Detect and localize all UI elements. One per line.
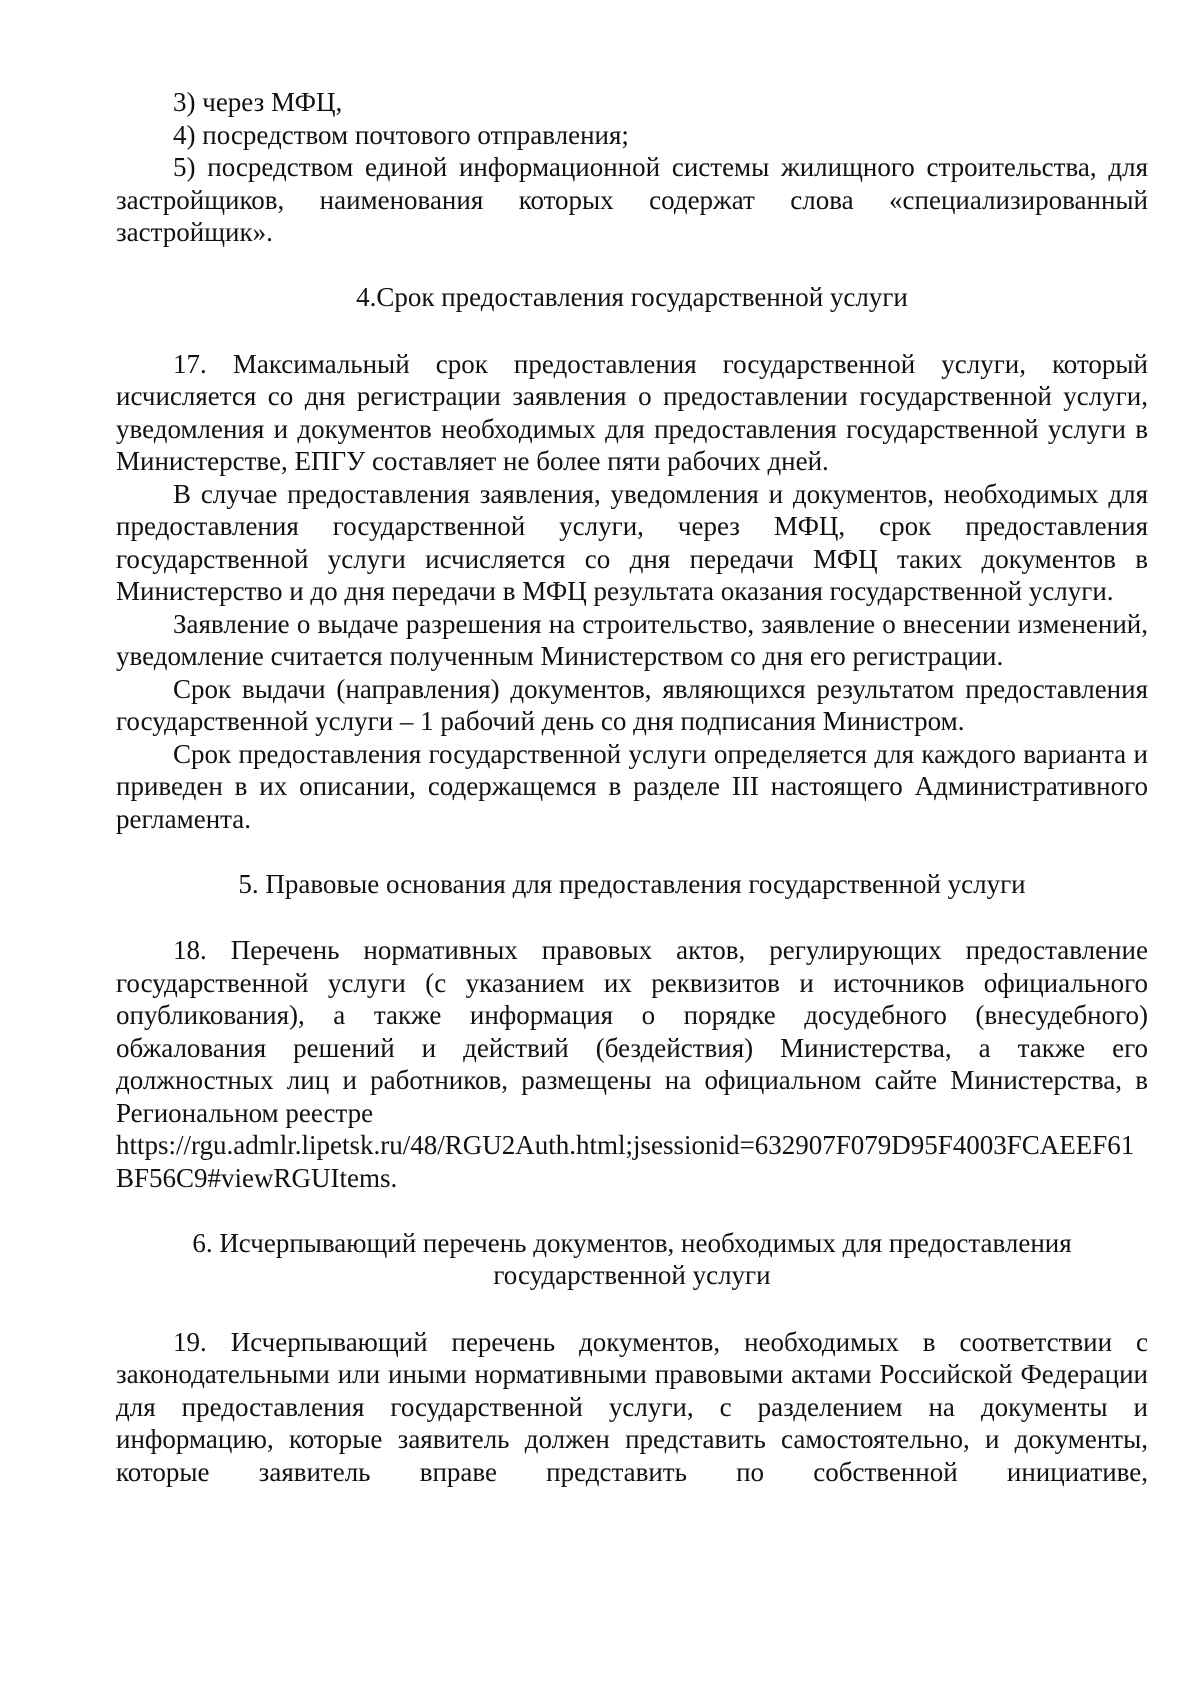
paragraph-application-received: Заявление о выдаче разрешения на строительство, заявление о внесении изменений, уведомление считается полученным Министерством со дня его регистрации. <box>116 608 1148 671</box>
section-4-heading: 4.Срок предоставления государственной услуги <box>356 282 908 312</box>
section-5-heading: 5. Правовые основания для предоставления государственной услуги <box>238 868 1026 899</box>
paragraph-mfc-term: В случае предоставления заявления, уведомления и документов, необходимых для предоставления государственной услуги, через МФЦ, срок предоставления государственной услуги исчисляется со дня передачи МФЦ таких документов в Министерство и до дня передачи в МФЦ результата оказания государственной услуги. <box>116 478 1148 606</box>
paragraph-issue-term: Срок выдачи (направления) документов, являющихся результатом предоставления государственной услуги – 1 рабочий день со дня подписания Министром. <box>116 673 1148 736</box>
paragraph-variant-term: Срок предоставления государственной услуги определяется для каждого варианта и приведен в их описании, содержащемся в разделе III настоящего Административного регламента. <box>116 738 1148 834</box>
paragraph-17: 17. Максимальный срок предоставления государственной услуги, который исчисляется со дня регистрации заявления о предоставлении государственной услуги, уведомления и документов необходимых для предоставления государственной услуги в Министерстве, ЕПГУ составляет не более пяти рабочих дней. <box>116 348 1148 476</box>
section-6-heading <box>116 1227 1148 1292</box>
list-item-mfc: 3) через МФЦ, <box>173 87 343 117</box>
section-6-heading-line1: 6. Исчерпывающий перечень документов, необходимых для предоставления <box>192 1227 1072 1258</box>
document-body <box>116 86 1148 1488</box>
list-item-post: 4) посредством почтового отправления; <box>173 119 629 150</box>
list-item-eisgs: 5) посредством единой информационной системы жилищного строительства, для застройщиков, наименования которых содержат слова «специализированный застройщик». <box>116 152 1148 247</box>
paragraph-18: 18. Перечень нормативных правовых актов, регулирующих предоставление государственной услуги (с указанием их реквизитов и источников официального опубликования), а также информация о порядке досудебного (внесудебного) обжалования решений и действий (бездействия) Министерства, а также его должностных лиц и работников, размещены на официальном сайте Министерства, в Региональном реестре <box>116 935 1148 1128</box>
paragraph-19: 19. Исчерпывающий перечень документов, необходимых в соответствии с законодательными или иными нормативными правовыми актами Российской Федерации для предоставления государственной услуги, с разделением на документы и информацию, которые заявитель должен представить самостоятельно, и документы, которые заявитель вправе представить по собственной инициативе, <box>116 1326 1148 1487</box>
section-6-heading-line2: государственной услуги <box>493 1260 771 1290</box>
registry-url[interactable]: https://rgu.admlr.lipetsk.ru/48/RGU2Auth.html;jsessionid=632907F079D95F4003FCAEEF61BF56C9#viewRGUItems. <box>116 1130 1135 1193</box>
